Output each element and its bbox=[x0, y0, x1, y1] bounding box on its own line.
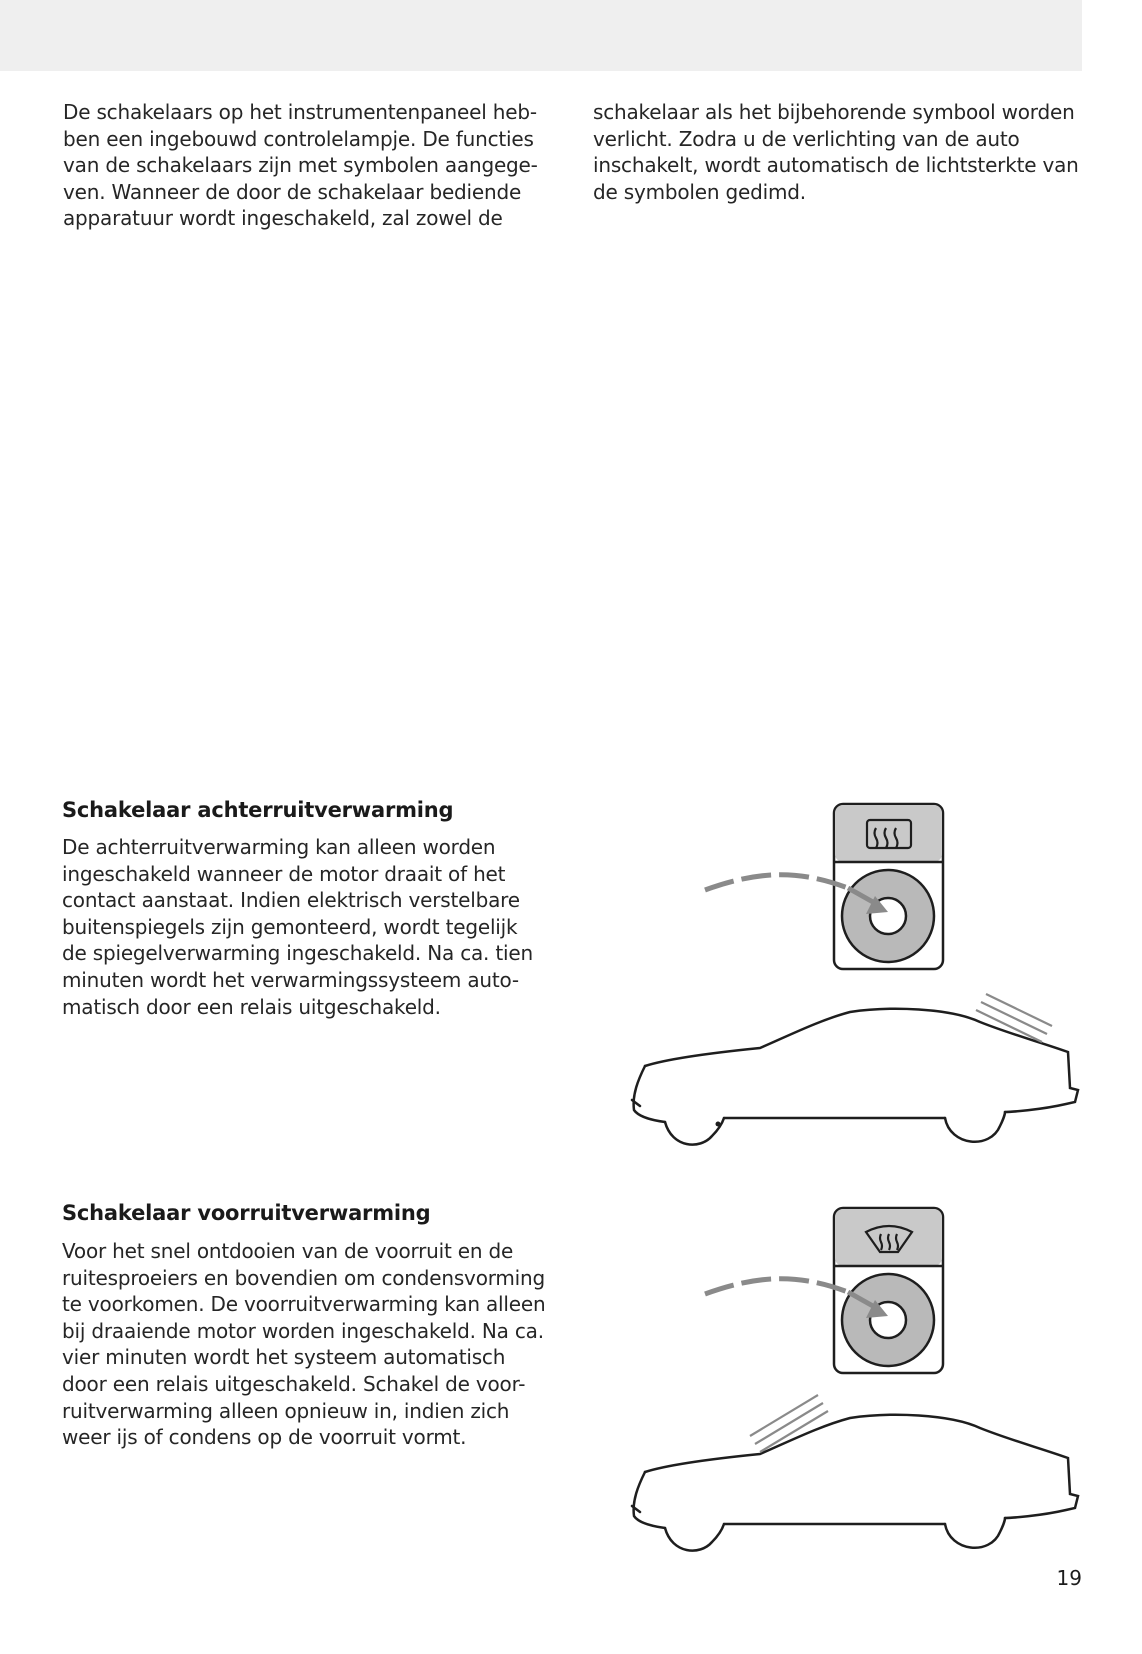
text-line: ruitverwarming alleen opnieuw in, indien zich bbox=[62, 1398, 510, 1423]
text-line: matisch door een relais uitgeschakeld. bbox=[62, 994, 441, 1019]
text-line: ruitesproeiers en bovendien om condensvorming bbox=[62, 1265, 546, 1290]
text-line: van de schakelaars zijn met symbolen aangege- bbox=[63, 153, 538, 178]
windscreen-defrost-heading: Schakelaar voorruitverwarming bbox=[62, 1201, 431, 1225]
text-line: weer ijs of condens op de voorruit vormt. bbox=[62, 1425, 467, 1450]
text-line: ingeschakeld wanneer de motor draait of het bbox=[62, 861, 506, 886]
text-line: de spiegelverwarming ingeschakeld. Na ca. tien bbox=[62, 941, 533, 966]
text-line: De achterruitverwarming kan alleen worden bbox=[62, 835, 496, 859]
text-line: verlicht. Zodra u de verlichting van de auto bbox=[593, 126, 1020, 151]
text-line: vier minuten wordt het systeem automatisch bbox=[62, 1345, 506, 1370]
text-line: bij draaiende motor worden ingeschakeld. Na ca. bbox=[62, 1318, 544, 1343]
text-line: ben een ingebouwd controlelampje. De functies bbox=[63, 126, 534, 151]
rear-defrost-heading: Schakelaar achterruitverwarming bbox=[62, 798, 454, 822]
text-line: de symbolen gedimd. bbox=[593, 179, 806, 204]
text-line: door een relais uitgeschakeld. Schakel de voor- bbox=[62, 1371, 526, 1396]
car-outline-front bbox=[632, 1415, 1078, 1551]
page-number: 19 bbox=[1056, 1566, 1082, 1590]
text-line: te voorkomen. De voorruitverwarming kan alleen bbox=[62, 1292, 546, 1317]
text-line: apparatuur wordt ingeschakeld, zal zowel de bbox=[63, 206, 503, 231]
text-line: minuten wordt het verwarmingssysteem auto- bbox=[62, 967, 519, 992]
text-line: buitenspiegels zijn gemonteerd, wordt tegelijk bbox=[62, 914, 518, 939]
text-line: De schakelaars op het instrumentenpaneel heb- bbox=[63, 100, 537, 124]
text-line: Voor het snel ontdooien van de voorruit en de bbox=[62, 1239, 514, 1263]
text-line: ven. Wanneer de door de schakelaar bediende bbox=[63, 179, 522, 204]
text-line: schakelaar als het bijbehorende symbool worden bbox=[593, 100, 1075, 124]
text-line: inschakelt, wordt automatisch de lichtsterkte van bbox=[593, 153, 1079, 178]
text-line: contact aanstaat. Indien elektrisch verstelbare bbox=[62, 888, 520, 913]
heat-lines-front bbox=[750, 1395, 828, 1452]
